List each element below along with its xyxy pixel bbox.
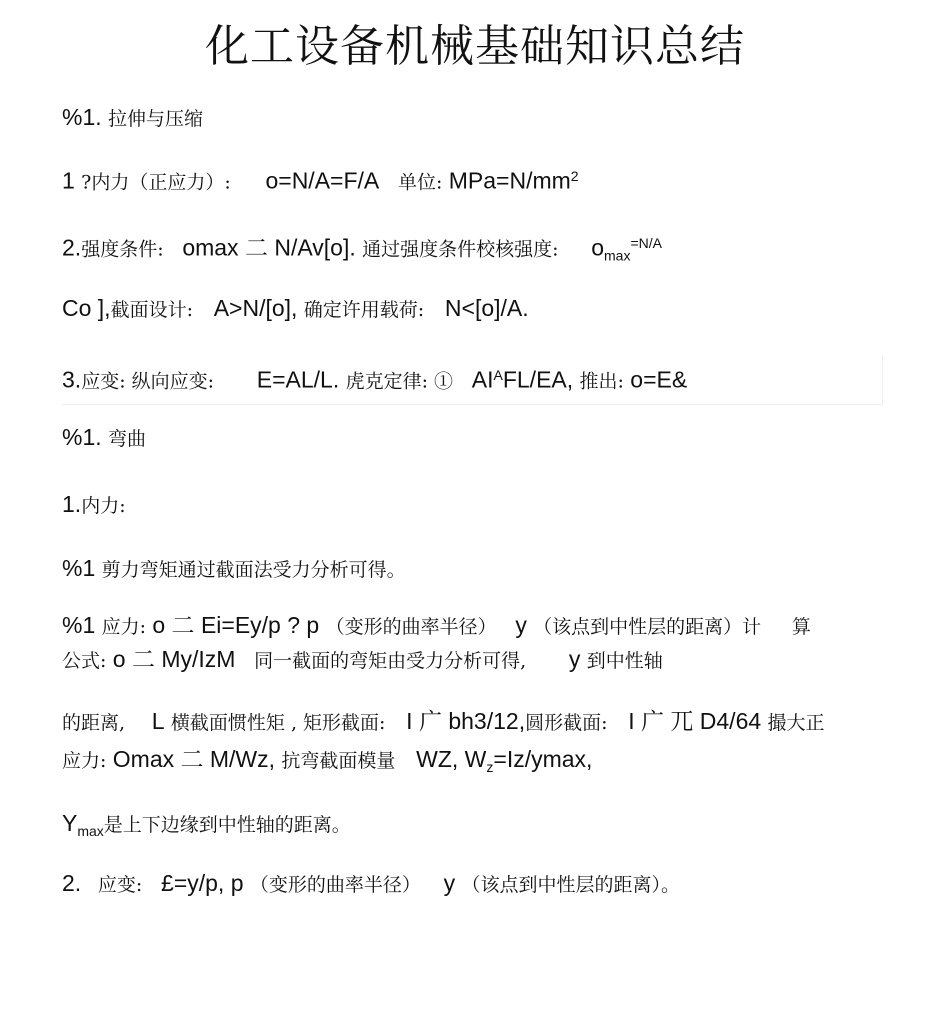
- text: 内力:: [81, 495, 126, 517]
- text: （变形的曲率半径）: [249, 874, 421, 896]
- text: 应力:: [62, 750, 107, 772]
- item-number: 2.: [62, 870, 82, 896]
- item-number: %1: [62, 555, 96, 581]
- text: 强度条件:: [81, 238, 164, 261]
- text: 抗弯截面模量: [281, 750, 396, 772]
- formula: Omax 二 M/Wz,: [112, 746, 276, 772]
- superscript: A: [493, 367, 503, 383]
- text: 的距离,: [62, 712, 126, 734]
- text: 到中性轴: [586, 650, 663, 672]
- paragraph-section-design: [62, 291, 890, 327]
- text: （该点到中性层的距离）。: [461, 874, 680, 896]
- formula: A>N/[o],: [213, 295, 298, 321]
- formula: =Iz/ymax,: [493, 746, 593, 772]
- item-number: 3.: [62, 366, 82, 393]
- formula: N<[o]/A.: [444, 295, 529, 321]
- superscript: 2: [570, 168, 579, 184]
- text: （该点到中性层的距离）计: [533, 616, 762, 638]
- text: 单位:: [397, 171, 443, 194]
- formula: o 二 My/IzM: [112, 646, 236, 672]
- heading-number: %1.: [62, 424, 102, 450]
- subscript: z: [486, 759, 494, 775]
- paragraph-stress-formula: [62, 642, 890, 678]
- text: 应变:: [97, 874, 143, 896]
- paragraph-strength-condition: [62, 226, 890, 273]
- paragraph-internal-force: [62, 487, 890, 523]
- formula: omax 二 N/Av[o].: [182, 234, 356, 261]
- formula: y: [515, 612, 527, 638]
- item-number: 1.: [62, 491, 82, 517]
- subscript: max: [604, 247, 631, 264]
- formula: E=AL/L.: [256, 366, 340, 393]
- formula: Y: [62, 810, 78, 836]
- paragraph-bending-strain: [62, 866, 890, 902]
- section-heading-tension: [62, 100, 890, 136]
- section-heading-bending: [62, 420, 890, 456]
- text: 通过强度条件校核强度:: [362, 238, 559, 261]
- formula: I 广 bh3/12,: [406, 708, 526, 734]
- text: 推出:: [579, 370, 624, 393]
- item-number: 2.: [62, 234, 82, 261]
- superscript: =N/A: [630, 235, 662, 251]
- text: ?内力（正应力）:: [81, 171, 231, 194]
- text: 应力:: [101, 616, 147, 638]
- item-number: 1: [62, 167, 75, 194]
- text: 是上下边缘到中性轴的距离。: [103, 814, 351, 836]
- paragraph-inertia: [62, 704, 890, 740]
- formula: y: [443, 870, 456, 896]
- text: 圆形截面:: [525, 712, 608, 734]
- text: 虎克定律: ①: [345, 370, 454, 393]
- paragraph-shear-moment: [62, 551, 890, 587]
- formula: Co ],: [62, 295, 111, 321]
- heading-text: 弯曲: [108, 428, 147, 450]
- page-title: 化工设备机械基础知识总结: [205, 21, 745, 72]
- text: 确定许用载荷:: [303, 299, 425, 321]
- formula: WZ, W: [416, 746, 487, 772]
- text: 算: [791, 616, 811, 638]
- formula: o 二 Ei=Ey/p ? p: [152, 612, 320, 638]
- formula: o=N/A=F/A: [265, 167, 380, 194]
- paragraph-strain: [62, 358, 890, 399]
- paragraph-ymax: [62, 806, 890, 848]
- heading-text: 拉伸与压缩: [108, 108, 204, 130]
- text: 剪力弯矩通过截面法受力分析可得。: [101, 559, 406, 581]
- paragraph-stress: [62, 608, 890, 644]
- paragraph-max-stress: [62, 742, 890, 784]
- paragraph-internal-force: [62, 159, 890, 200]
- formula: MPa=N/mm: [448, 167, 571, 194]
- text: 撮大正: [767, 712, 825, 734]
- text: 同一截面的弯矩由受力分析可得,: [254, 650, 527, 672]
- formula: I 广 兀 D4/64: [628, 708, 762, 734]
- heading-number: %1.: [62, 104, 102, 130]
- formula: L: [151, 708, 165, 734]
- formula: AI: [471, 366, 494, 393]
- item-number: %1: [62, 612, 96, 638]
- text: 截面设计:: [110, 299, 193, 321]
- text: 横截面惯性矩 , 矩形截面:: [170, 712, 386, 734]
- formula: FL/EA,: [502, 366, 574, 393]
- text: （变形的曲率半径）: [325, 616, 497, 638]
- text: 公式:: [62, 650, 107, 672]
- formula: y: [568, 646, 581, 672]
- subscript: max: [77, 823, 104, 839]
- text: 应变: 纵向应变:: [81, 370, 215, 393]
- formula: o: [591, 234, 605, 261]
- formula: o=E&: [630, 366, 688, 393]
- formula: £=y/p, p: [161, 870, 244, 896]
